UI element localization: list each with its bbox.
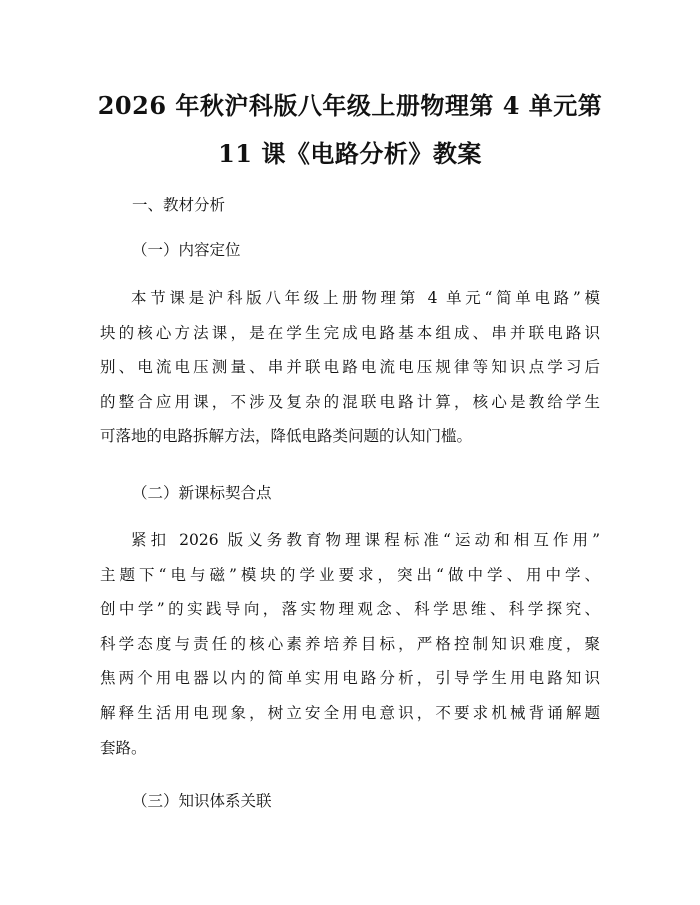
paragraph-line: 创中学”的实践导向，落实物理观念、科学思维、科学探究、 bbox=[100, 600, 600, 619]
paragraph-line: 的整合应用课，不涉及复杂的混联电路计算，核心是教给学生 bbox=[100, 392, 600, 411]
subsection-heading-knowledge-system: （三）知识体系关联 bbox=[132, 792, 272, 810]
paragraph-line: 焦两个用电器以内的简单实用电路分析，引导学生用电路知识 bbox=[100, 669, 600, 688]
document-title-line-1: 2026 年秋沪科版八年级上册物理第 4 单元第 bbox=[97, 91, 603, 120]
paragraph-line: 科学态度与责任的核心素养培养目标，严格控制知识难度，聚 bbox=[100, 634, 600, 653]
paragraph-line: 套路。 bbox=[100, 738, 147, 757]
paragraph-line: 可落地的电路拆解方法，降低电路类问题的认知门槛。 bbox=[100, 427, 473, 446]
subsection-heading-curriculum-standards: （二）新课标契合点 bbox=[132, 484, 272, 502]
paragraph-line: 紧扣 2026 版义务教育物理课程标准“运动和相互作用” bbox=[131, 531, 600, 549]
paragraph-line: 本节课是沪科版八年级上册物理第 4 单元“简单电路”模 bbox=[131, 289, 600, 307]
paragraph-line: 别、电流电压测量、串并联电路电流电压规律等知识点学习后 bbox=[100, 358, 600, 377]
paragraph-line: 解释生活用电现象，树立安全用电意识，不要求机械背诵解题 bbox=[100, 703, 600, 722]
paragraph-curriculum-standards bbox=[100, 523, 600, 765]
paragraph-line: 块的核心方法课，是在学生完成电路基本组成、串并联电路识 bbox=[100, 323, 600, 342]
section-heading-teaching-material-analysis: 一、教材分析 bbox=[132, 196, 226, 214]
subsection-heading-content-positioning: （一）内容定位 bbox=[132, 241, 241, 259]
document-title-line-2: 11 课《电路分析》教案 bbox=[218, 139, 482, 168]
paragraph-line: 主题下“电与磁”模块的学业要求，突出“做中学、用中学、 bbox=[100, 565, 600, 584]
paragraph-content-positioning bbox=[100, 281, 600, 454]
